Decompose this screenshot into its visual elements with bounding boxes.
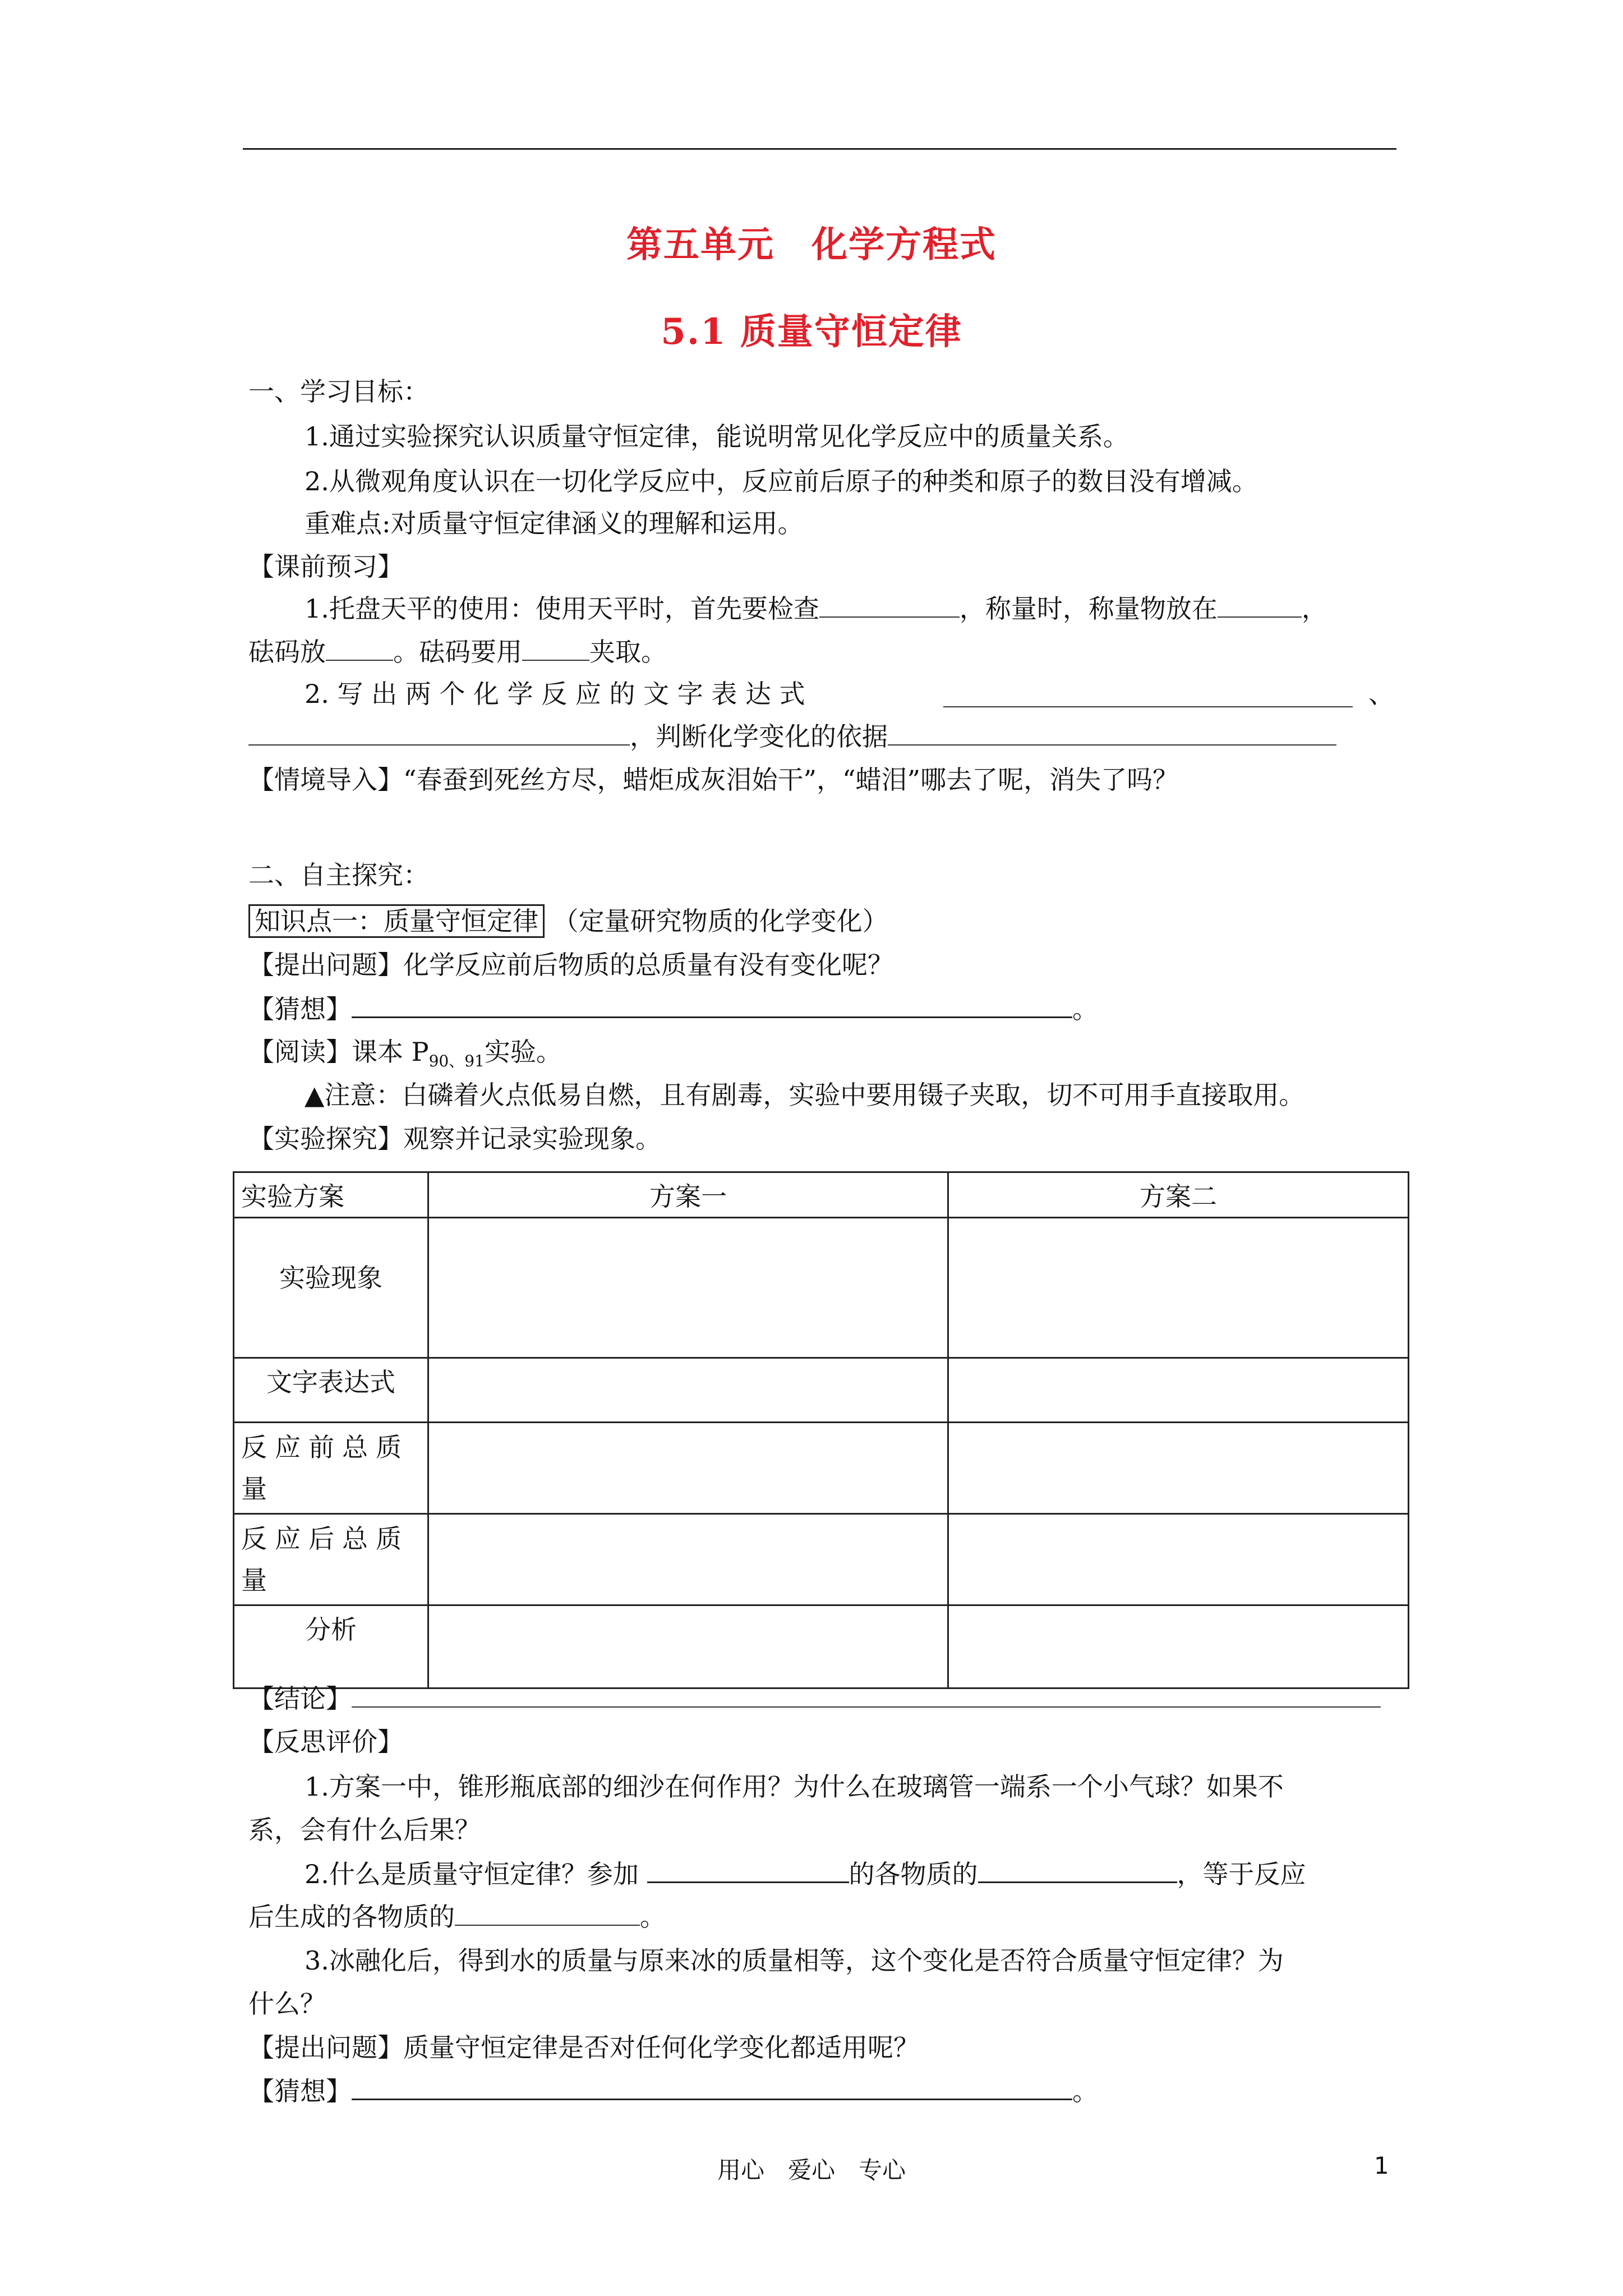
blank-expression-2[interactable] — [248, 720, 630, 746]
blank-reactants[interactable] — [647, 1857, 849, 1883]
conclusion-blank[interactable] — [352, 1682, 1381, 1708]
answer-cell[interactable] — [428, 1358, 948, 1423]
reflection-q1-line2: 系，会有什么后果？ — [248, 1815, 481, 1845]
table-row — [234, 1358, 1409, 1423]
row-label: 反应后总质量 — [234, 1514, 428, 1605]
knowledge-point-line — [248, 904, 888, 938]
answer-cell[interactable] — [948, 1358, 1409, 1423]
unit-title: 第五单元 化学方程式 — [626, 224, 997, 266]
blank-products-mass[interactable] — [455, 1900, 640, 1926]
blank-weight-pan[interactable] — [326, 635, 393, 661]
guess-line-2: 【猜想】 。 — [248, 2074, 1098, 2108]
preview-q1-line2: 砝码放 。砝码要用 夹取。 — [248, 635, 667, 669]
row-label: 分析 — [234, 1605, 428, 1688]
guess-blank[interactable] — [352, 992, 1072, 1018]
guess-line: 【猜想】 。 — [248, 992, 1098, 1026]
preview-q1-line1: 1.托盘天平的使用：使用天平时，首先要检查 ，称量时，称量物放在 ， — [305, 592, 1327, 625]
inquiry-heading: 二、自主探究： — [248, 860, 429, 890]
table-header-cell: 方案一 — [428, 1172, 948, 1218]
question-2: 【提出问题】质量守恒定律是否对任何化学变化都适用呢？ — [248, 2032, 919, 2063]
blank-criterion[interactable] — [888, 720, 1336, 746]
preview-q2-line1: 2. 写 出 两 个 化 学 反 应 的 文 字 表 达 式 — [305, 679, 805, 709]
answer-cell[interactable] — [948, 1514, 1409, 1605]
experiment-heading: 【实验探究】观察并记录实验现象。 — [248, 1124, 661, 1154]
answer-cell[interactable] — [948, 1605, 1409, 1688]
scenario: 【情境导入】“春蚕到死丝方尽，蜡炬成灰泪始干”，“蜡泪”哪去了呢，消失了吗？ — [248, 765, 1179, 795]
reflection-q1-line1: 1.方案一中，锥形瓶底部的细沙在何作用？为什么在玻璃管一端系一个小气球？如果不 — [305, 1772, 1284, 1802]
table-row — [234, 1514, 1409, 1605]
table-row — [234, 1218, 1409, 1358]
knowledge-note: （定量研究物质的化学变化） — [552, 906, 888, 936]
reflection-heading: 【反思评价】 — [248, 1727, 403, 1757]
experiment-table — [233, 1171, 1409, 1689]
conclusion-line: 【结论】 — [248, 1682, 1381, 1715]
blank-expression-1[interactable] — [943, 682, 1353, 707]
reading-line: 【阅读】课本 $P_{90、91}$实验。 — [248, 1037, 562, 1071]
goals-heading: 一、学习目标： — [248, 376, 429, 407]
answer-cell[interactable] — [948, 1423, 1409, 1514]
row-label: 实验现象 — [234, 1218, 428, 1358]
question-1: 【提出问题】化学反应前后物质的总质量有没有变化呢？ — [248, 950, 893, 980]
preview-heading: 【课前预习】 — [248, 551, 403, 582]
table-header-row — [234, 1172, 1409, 1218]
table-header-cell: 方案二 — [948, 1172, 1409, 1218]
goal-item-2: 2.从微观角度认识在一切化学反应中，反应前后原子的种类和原子的数目没有增减。 — [305, 466, 1258, 496]
knowledge-point-box: 知识点一：质量守恒定律 — [248, 904, 545, 938]
answer-cell[interactable] — [428, 1605, 948, 1688]
reflection-q2-line1: 2.什么是质量守恒定律？参加 的各物质的 ，等于反应 — [305, 1857, 1306, 1891]
row-label: 反应前总质量 — [234, 1423, 428, 1514]
answer-cell[interactable] — [428, 1218, 948, 1358]
reflection-q2-line2: 后生成的各物质的 。 — [248, 1900, 666, 1934]
row-label: 文字表达式 — [234, 1358, 428, 1423]
blank-check[interactable] — [819, 592, 960, 618]
key-points: 重难点:对质量守恒定律涵义的理解和运用。 — [305, 508, 804, 539]
answer-cell[interactable] — [428, 1514, 948, 1605]
comma-sep: 、 — [1368, 679, 1394, 709]
answer-cell[interactable] — [948, 1218, 1409, 1358]
table-row — [234, 1423, 1409, 1514]
preview-q2-line2: ，判断化学变化的依据 — [248, 720, 1336, 753]
goal-item-1: 1.通过实验探究认识质量守恒定律，能说明常见化学反应中的质量关系。 — [305, 421, 1129, 452]
footer-text: 用心 爱心 专心 — [717, 2156, 906, 2184]
reflection-q3-line1: 3.冰融化后，得到水的质量与原来冰的质量相等，这个变化是否符合质量守恒定律？为 — [305, 1945, 1284, 1976]
table-header-cell: 实验方案 — [234, 1172, 428, 1218]
answer-cell[interactable] — [428, 1423, 948, 1514]
guess-blank-2[interactable] — [352, 2074, 1072, 2100]
caution-note: ▲注意：白磷着火点低易自燃，且有剧毒，实验中要用镊子夹取，切不可用手直接取用。 — [305, 1080, 1305, 1110]
page-number: 1 — [1374, 2152, 1389, 2179]
blank-tool[interactable] — [522, 635, 589, 661]
table-row — [234, 1605, 1409, 1688]
blank-mass-sum[interactable] — [978, 1857, 1177, 1883]
reflection-q3-line2: 什么？ — [248, 1989, 326, 2019]
section-title: 5.1 质量守恒定律 — [661, 311, 962, 353]
header-rule — [243, 148, 1396, 150]
blank-object-pan[interactable] — [1218, 592, 1302, 618]
